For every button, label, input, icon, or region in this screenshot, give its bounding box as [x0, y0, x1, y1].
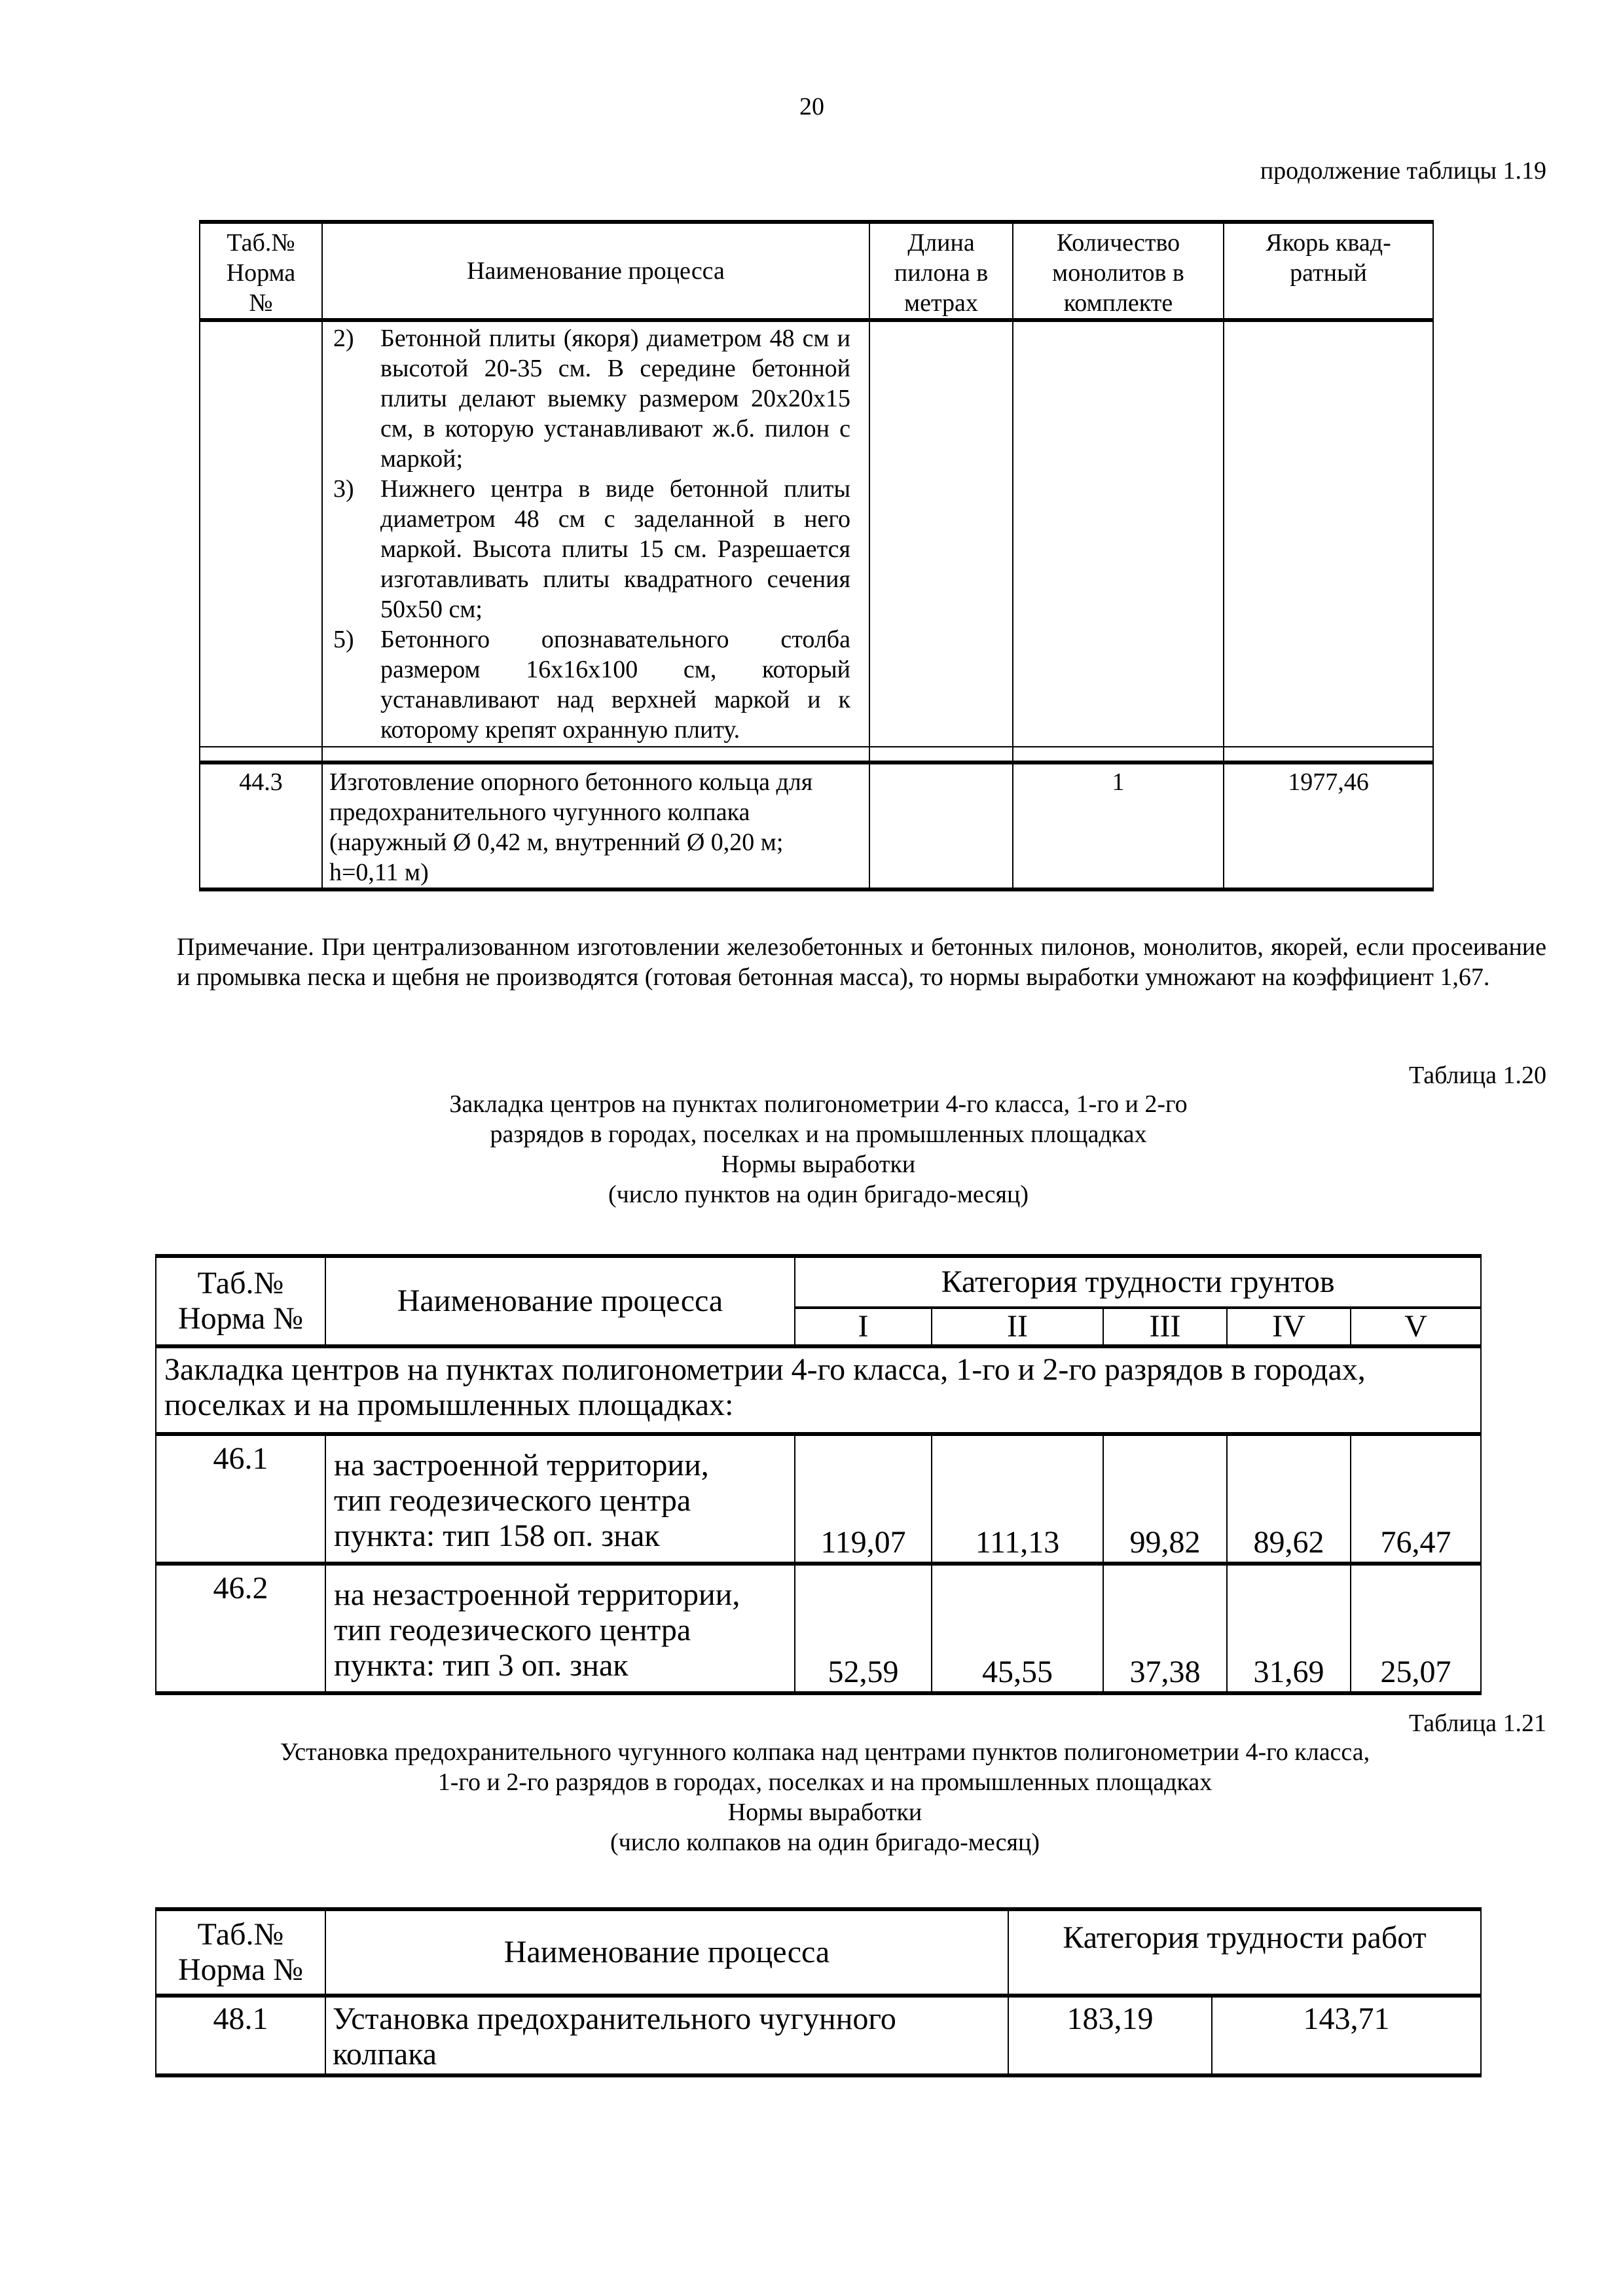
- cell-process: [325, 1564, 795, 1693]
- table-continuation-label: продолжение таблицы 1.19: [1260, 157, 1546, 185]
- list-item-text: Бетонной плиты (якоря) диаметром 48 см и высотой 20-35 см. В середине бетонной плиты делают выемку размером 20х20х15 см, в которую устанавливают ж.б. пилон с маркой;: [380, 325, 850, 473]
- header-category-group: Категория трудности работ: [1008, 1909, 1481, 1996]
- cell-value-cat-i: 52,59: [795, 1564, 932, 1693]
- cell-empty: [869, 320, 1013, 747]
- table-1-21-title: [170, 1737, 1480, 1857]
- title-line: разрядов в городах, поселках и на промышленных площадках: [490, 1121, 1147, 1148]
- table-1-19-continuation: [199, 220, 1434, 891]
- table-1-20-title: [196, 1089, 1440, 1210]
- cell-process-list: [322, 320, 869, 747]
- header-line: Длина: [907, 229, 975, 257]
- cell-empty: [869, 747, 1013, 762]
- header-code-line: Норма: [226, 259, 296, 287]
- header-line: комплекте: [1063, 289, 1173, 317]
- header-line: ратный: [1290, 259, 1367, 287]
- list-item-number: 5): [333, 626, 354, 653]
- cell-value-cat-iv: 31,69: [1227, 1564, 1351, 1693]
- process-line: тип геодезического центра: [334, 1613, 691, 1647]
- header-pylon-length: [869, 222, 1013, 320]
- continued-items-list: [329, 323, 862, 745]
- table-1-21-label: Таблица 1.21: [1408, 1710, 1546, 1737]
- table-note: [177, 932, 1546, 992]
- cell-value-cat-2: 143,71: [1212, 1996, 1481, 2075]
- table-row: [156, 1434, 1481, 1564]
- header-code-line: №: [249, 289, 273, 317]
- cell-empty: [1224, 747, 1433, 762]
- title-line: (число колпаков на один бригадо-месяц): [610, 1829, 1040, 1856]
- header-category-iv: IV: [1227, 1308, 1351, 1346]
- cell-code: 46.1: [156, 1434, 325, 1564]
- cell-process: Установка предохранительного чугунного колпака: [325, 1996, 1008, 2075]
- process-line: на незастроенной территории,: [334, 1577, 740, 1612]
- cell-process: [325, 1434, 795, 1564]
- title-line: Установка предохранительного чугунного колпака над центрами пунктов полигонометрии 4-го класса,: [280, 1738, 1370, 1766]
- title-line: Нормы выработки: [721, 1151, 916, 1178]
- cell-value-cat-v: 76,47: [1351, 1434, 1481, 1564]
- header-line: Якорь квад-: [1266, 229, 1391, 257]
- process-line: тип геодезического центра: [334, 1483, 691, 1518]
- header-category-ii: II: [932, 1308, 1103, 1346]
- process-line: пункта: тип 158 оп. знак: [334, 1518, 660, 1553]
- list-item: [329, 474, 862, 624]
- table-section-row: [156, 1346, 1481, 1434]
- header-category-iii: III: [1103, 1308, 1227, 1346]
- cell-code: 46.2: [156, 1564, 325, 1693]
- list-item-number: 2): [333, 325, 354, 352]
- cell-code: 48.1: [156, 1996, 325, 2075]
- table-header-row: [156, 1256, 1481, 1308]
- cell-monolith-count: 1: [1013, 762, 1224, 889]
- cell-empty: [322, 747, 869, 762]
- header-anchor: [1224, 222, 1433, 320]
- title-line: (число пунктов на один бригадо-месяц): [608, 1181, 1029, 1208]
- cell-process: Изготовление опорного бетонного кольца для предохранительного чугунного колпака (наружный Ø 0,42 м, внутренний Ø 0,20 м; h=0,11 м): [322, 762, 869, 889]
- cell-empty: [1013, 747, 1224, 762]
- page-number: 20: [799, 93, 824, 120]
- process-line: пункта: тип 3 оп. знак: [334, 1648, 629, 1683]
- header-process: Наименование процесса: [325, 1909, 1008, 1996]
- header-category-group: Категория трудности грунтов: [795, 1256, 1481, 1308]
- table-1-20: [155, 1254, 1482, 1695]
- cell-value-cat-ii: 111,13: [932, 1434, 1103, 1564]
- section-title: Закладка центров на пунктах полигонометрии 4-го класса, 1-го и 2-го разрядов в городах, поселках и на промышленных площадках:: [156, 1346, 1481, 1434]
- title-line: Нормы выработки: [727, 1799, 922, 1826]
- header-category-v: V: [1351, 1308, 1481, 1346]
- table-row: [156, 1996, 1481, 2075]
- cell-empty: [1013, 320, 1224, 747]
- table-header-row: [156, 1909, 1481, 1996]
- header-process: Наименование процесса: [325, 1256, 795, 1346]
- header-category-i: I: [795, 1308, 932, 1346]
- header-line: Количество: [1056, 229, 1180, 257]
- list-item: [329, 323, 862, 474]
- cell-value-cat-iii: 99,82: [1103, 1434, 1227, 1564]
- cell-value-cat-i: 119,07: [795, 1434, 932, 1564]
- cell-value-cat-iii: 37,38: [1103, 1564, 1227, 1693]
- cell-empty: [1224, 320, 1433, 747]
- header-code-line: Норма №: [177, 1301, 304, 1336]
- table-row: [200, 762, 1433, 889]
- list-item: [329, 624, 862, 745]
- title-line: Закладка центров на пунктах полигонометрии 4-го класса, 1-го и 2-го: [449, 1090, 1188, 1118]
- header-monolith-count: [1013, 222, 1224, 320]
- header-code-line: Таб.№: [197, 1266, 284, 1300]
- header-code-line: Таб.№: [227, 229, 295, 257]
- cell-pylon-length: [869, 762, 1013, 889]
- table-1-20-label: Таблица 1.20: [1408, 1062, 1546, 1089]
- header-line: монолитов в: [1052, 259, 1184, 287]
- title-line: 1-го и 2-го разрядов в городах, поселках и на промышленных площадках: [437, 1768, 1213, 1796]
- list-item-text: Нижнего центра в виде бетонной плиты диаметром 48 см с заделанной в него маркой. Высота плиты 15 см. Разрешается изготавливать плиты квадратного сечения 50х50 см;: [380, 475, 850, 623]
- note-text: Примечание. При централизованном изготовлении железобетонных и бетонных пилонов, монолитов, якорей, если просеивание и промывка песка и щебня не производятся (готовая бетонная масса), то нормы выработки умножают на коэффициент 1,67.: [177, 933, 1546, 991]
- cell-value-cat-1: 183,19: [1008, 1996, 1212, 2075]
- table-spacer-row: [200, 747, 1433, 762]
- table-1-21: [155, 1907, 1482, 2077]
- header-line: метрах: [904, 289, 978, 317]
- header-process: Наименование процесса: [322, 222, 869, 320]
- cell-anchor: 1977,46: [1224, 762, 1433, 889]
- header-line: пилона в: [894, 259, 989, 287]
- header-code: [156, 1256, 325, 1346]
- cell-empty: [200, 747, 322, 762]
- cell-value-cat-iv: 89,62: [1227, 1434, 1351, 1564]
- header-code-line: Норма №: [177, 1952, 304, 1987]
- cell-value-cat-v: 25,07: [1351, 1564, 1481, 1693]
- list-item-number: 3): [333, 475, 354, 503]
- cell-code-empty: [200, 320, 322, 747]
- list-item-text: Бетонного опознавательного столба размером 16х16х100 см, который устанавливают над верхней маркой и к которому крепят охранную плиту.: [380, 626, 850, 744]
- cell-value-cat-ii: 45,55: [932, 1564, 1103, 1693]
- header-code-line: Таб.№: [197, 1917, 284, 1952]
- header-code: [200, 222, 322, 320]
- table-row: [156, 1564, 1481, 1693]
- table-row-continued-items: [200, 320, 1433, 747]
- cell-code: 44.3: [200, 762, 322, 889]
- header-code: [156, 1909, 325, 1996]
- table-header-row: [200, 222, 1433, 320]
- process-line: на застроенной территории,: [334, 1448, 709, 1482]
